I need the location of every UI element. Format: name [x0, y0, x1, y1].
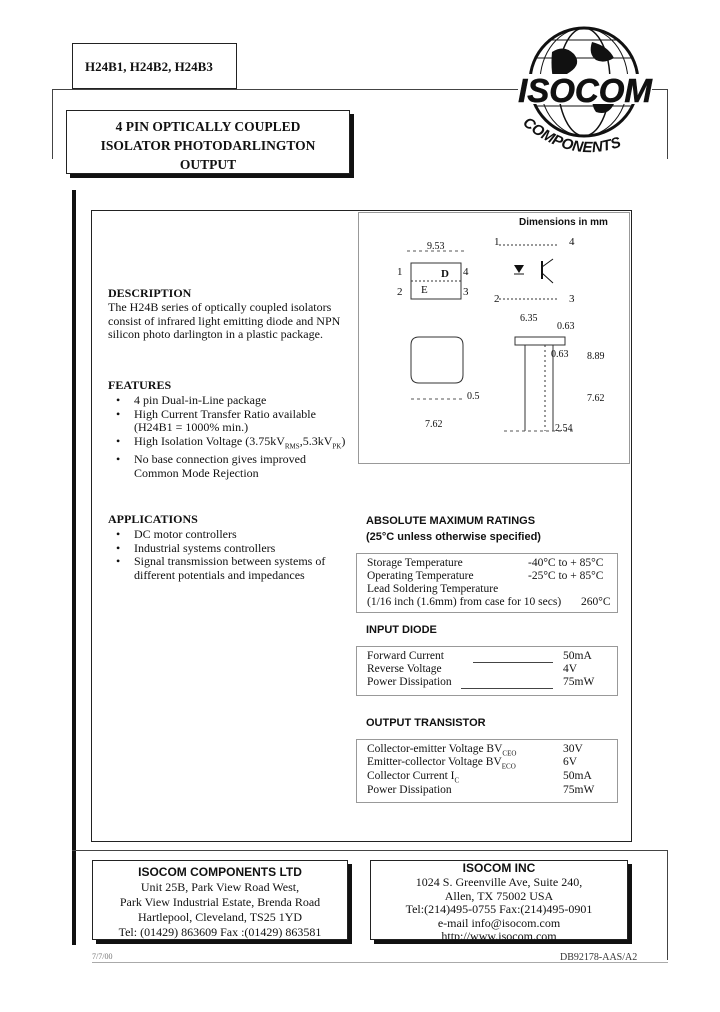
header-rule [52, 89, 522, 90]
left-bar [72, 190, 76, 945]
collector-current-value: 50mA [563, 770, 592, 782]
title-line-1: 4 PIN OPTICALLY COUPLED [115, 119, 301, 134]
globe-logo-icon [512, 12, 662, 182]
isocom-logo [512, 12, 662, 182]
pin-2-label: 2 [397, 286, 403, 298]
schematic-pin-3: 3 [569, 293, 575, 305]
transistor-power-value: 75mW [563, 784, 595, 796]
diode-power-label: Power Dissipation [367, 676, 452, 688]
output-transistor-heading: OUTPUT TRANSISTOR [366, 717, 486, 729]
chip-e-label: E [421, 284, 428, 296]
forward-current-label: Forward Current [367, 650, 444, 662]
dim-2-54: 2.54 [555, 423, 573, 434]
diode-power-value: 75mW [563, 676, 595, 688]
operating-temp-value: -25°C to + 85°C [528, 570, 604, 582]
chip-d-label: D [441, 268, 449, 280]
storage-temp-value: -40°C to + 85°C [528, 557, 604, 569]
us-office-box [370, 860, 628, 943]
uk-office-box [92, 860, 348, 940]
us-office-line-3: Tel:(214)495-0755 Fax:(214)495-0901 [405, 902, 593, 916]
uk-office-line-1: Unit 25B, Park View Road West, [140, 880, 300, 894]
dim-8-89: 8.89 [587, 351, 605, 362]
pin-1-label: 1 [397, 266, 403, 278]
solder-temp-value: 260°C [581, 596, 611, 608]
part-numbers: H24B1, H24B2, H24B3 [85, 59, 213, 74]
logo-top-text: ISOCOM [518, 72, 652, 109]
footer-date: 7/7/00 [92, 952, 113, 961]
footer-doc-number: DB92178-AAS/A2 [560, 952, 638, 963]
description-heading: DESCRIPTION [108, 286, 192, 300]
feature-item-3: • High Isolation Voltage $(3.75kV_{RMS},5.3kV_{PK})$ [108, 435, 358, 454]
transistor-power-label: Power Dissipation [367, 784, 452, 796]
uk-office-line-2: Park View Industrial Estate, Brenda Road [119, 895, 321, 909]
description-line-3: silicon photo darlington in a plastic package. [108, 327, 323, 341]
collector-current-label: Collector Current $I_C$ [367, 770, 460, 785]
ec-voltage-value: 6V [563, 756, 578, 768]
pin-3-label: 3 [463, 286, 469, 298]
forward-current-value: 50mA [563, 650, 592, 662]
dim-0-63-a: 0.63 [557, 321, 575, 332]
schematic-pin-4: 4 [569, 236, 575, 248]
us-office-line-2: Allen, TX 75002 USA [444, 888, 554, 903]
description-section [108, 286, 358, 342]
uk-office-line-3: Hartlepool, Cleveland, TS25 1YD [137, 910, 303, 924]
temperature-ratings-box [356, 553, 618, 613]
features-heading: FEATURES [108, 378, 172, 392]
uk-office-line-4: Tel: (01429) 863609 Fax :(01429) 863581 [118, 925, 322, 939]
application-item-3: • Signal transmission between systems of different potentials and impedances [108, 555, 358, 582]
feature-item-2: • High Current Transfer Ratio available (H24B1 = 1000% min.) [108, 408, 358, 435]
reverse-voltage-label: Reverse Voltage [367, 663, 442, 675]
dim-7-62-b: 7.62 [425, 419, 443, 430]
ratings-heading: ABSOLUTE MAXIMUM RATINGS [366, 515, 536, 527]
left-rule [52, 89, 53, 159]
pin-4-label: 4 [463, 266, 469, 278]
operating-temp-label: Operating Temperature [367, 570, 474, 582]
ec-voltage-label: Emitter-collector Voltage $BV_{ECO}$ [367, 756, 516, 771]
leader-line [473, 662, 553, 663]
dimension-diagram [358, 212, 630, 464]
dim-0-63-b: 0.63 [551, 349, 569, 360]
package-outline-drawing [359, 213, 629, 463]
features-section [108, 378, 358, 480]
schematic-pin-2: 2 [494, 293, 500, 305]
us-office-email: e-mail info@isocom.com [437, 915, 561, 930]
input-diode-heading: INPUT DIODE [366, 624, 437, 636]
right-rule [667, 89, 668, 159]
us-office-name: ISOCOM INC [462, 861, 536, 875]
input-diode-box [356, 646, 618, 696]
leader-line [461, 688, 553, 689]
feature-item-1: • 4 pin Dual-in-Line package [108, 394, 358, 408]
applications-section [108, 512, 358, 582]
feature-item-4: • No base connection gives improved Common Mode Rejection [108, 453, 358, 480]
reverse-voltage-value: 4V [563, 663, 578, 675]
dim-9-53: 9.53 [427, 241, 445, 252]
solder-temp-detail: (1/16 inch (1.6mm) from case for 10 secs) [367, 596, 562, 608]
bottom-rule [72, 850, 668, 851]
dimensions-heading: Dimensions in mm [519, 217, 608, 228]
uk-office-name: ISOCOM COMPONENTS LTD [138, 865, 302, 879]
schematic-pin-1: 1 [494, 236, 500, 248]
logo-bottom-text: COMPONENTS [519, 114, 623, 157]
applications-heading: APPLICATIONS [108, 512, 198, 526]
dim-6-35: 6.35 [520, 313, 538, 324]
application-item-2: • Industrial systems controllers [108, 542, 358, 556]
dim-7-62-a: 7.62 [587, 393, 605, 404]
title-box [66, 110, 350, 174]
description-line-1: The H24B series of optically coupled isolators [108, 300, 332, 314]
title-line-3: OUTPUT [179, 157, 237, 172]
solder-temp-label: Lead Soldering Temperature [367, 583, 499, 595]
dim-0-5: 0.5 [467, 391, 480, 402]
part-number-box [72, 43, 237, 89]
application-item-1: • DC motor controllers [108, 528, 358, 542]
us-office-website: http://www.isocom.com [441, 929, 557, 943]
ce-voltage-value: 30V [563, 743, 583, 755]
storage-temp-label: Storage Temperature [367, 557, 463, 569]
output-transistor-box [356, 739, 618, 803]
us-office-line-1: 1024 S. Greenville Ave, Suite 240, [415, 875, 583, 889]
description-line-2: consist of infrared light emitting diode and NPN [108, 313, 341, 328]
ratings-subheading: (25°C unless otherwise specified) [366, 531, 541, 543]
title-line-2: ISOLATOR PHOTODARLINGTON [100, 138, 316, 153]
footer-rule [92, 962, 668, 963]
bottom-right-rule [667, 850, 668, 960]
ce-voltage-label: Collector-emitter Voltage $BV_{CEO}$ [367, 743, 517, 758]
